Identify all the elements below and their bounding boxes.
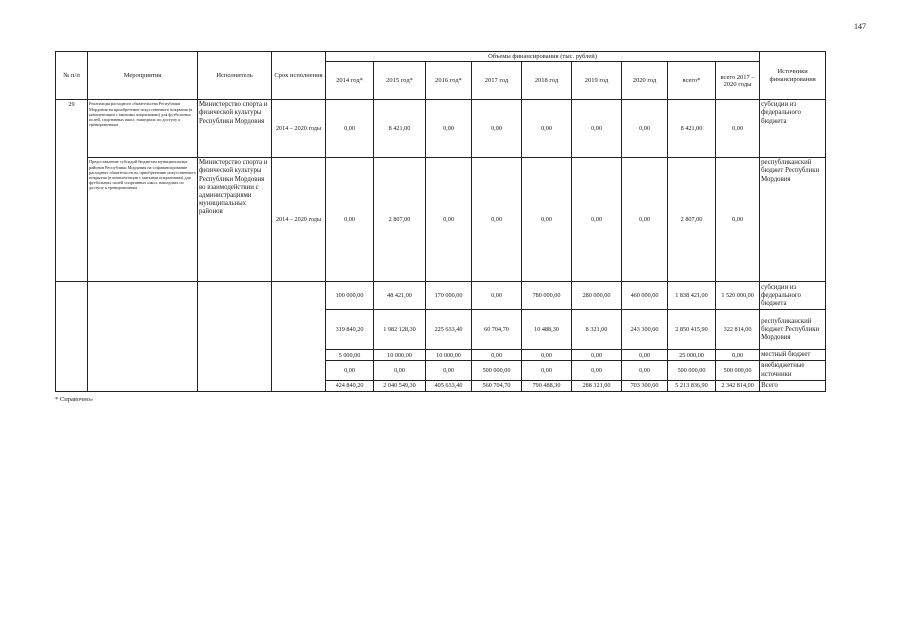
value-cell: 2 342 814,00 [716, 380, 760, 391]
table-row [56, 158, 826, 282]
value-cell: 225 633,40 [426, 310, 472, 350]
value-cell: 0,00 [572, 100, 622, 158]
value-cell: 0,00 [326, 361, 374, 380]
value-cell: 5 213 836,90 [668, 380, 716, 391]
value-cell: 5 000,00 [326, 350, 374, 361]
value-cell: 424 840,20 [326, 380, 374, 391]
source-text: субсидии из федерального бюджета [760, 100, 826, 158]
value-cell: 500 000,00 [472, 361, 522, 380]
value-cell: 288 321,00 [572, 380, 622, 391]
value-cell: 0,00 [326, 100, 374, 158]
year-header: 2020 год [622, 62, 668, 100]
value-cell: 243 300,00 [622, 310, 668, 350]
value-cell: 0,00 [716, 100, 760, 158]
event-text: Реализация расходного обязательства Республики Мордовия на приобретение искусственного покрытия (в комплектации с мягкими покрытиями) для футбольных полей, спортивных школ, нашедших по доступу к тренировочным [88, 100, 198, 158]
year-header: 2018 год [522, 62, 572, 100]
value-cell: 2 807,00 [374, 158, 426, 282]
col-executor-header: Исполнитель [198, 52, 272, 100]
value-cell: 780 000,00 [522, 282, 572, 310]
value-cell: 48 421,00 [374, 282, 426, 310]
value-cell: 0,00 [522, 158, 572, 282]
source-text: республиканский бюджет Республики Мордовия [760, 158, 826, 282]
col-term-header: Срок исполнения [272, 52, 326, 100]
total-2017-2020-header: всего 2017 – 2020 годы [716, 62, 760, 100]
value-cell: 1 520 000,00 [716, 282, 760, 310]
value-cell: 0,00 [522, 100, 572, 158]
funding-table [55, 51, 826, 392]
value-cell: 703 300,00 [622, 380, 668, 391]
footnote: * Справочно» [55, 396, 94, 403]
value-cell: 170 000,00 [426, 282, 472, 310]
total-header: всего* [668, 62, 716, 100]
value-cell: 8 421,00 [668, 100, 716, 158]
executor-text: Министерство спорта и физической культуры Республики Мордовия [198, 100, 272, 158]
page-number: 147 [854, 22, 866, 31]
year-header: 2016 год* [426, 62, 472, 100]
source-text: республиканский бюджет Республики Мордовия [760, 310, 826, 350]
executor-text: Министерство спорта и физической культуры Республики Мордовия во взаимодействии с администрациями муниципальных районов [198, 158, 272, 282]
empty-cell [56, 282, 88, 391]
value-cell: 0,00 [572, 158, 622, 282]
total-row [56, 282, 826, 310]
value-cell: 60 704,70 [472, 310, 522, 350]
year-header: 2017 год [472, 62, 522, 100]
value-cell: 0,00 [522, 361, 572, 380]
value-cell: 460 000,00 [622, 282, 668, 310]
value-cell: 790 488,30 [522, 380, 572, 391]
value-cell: 8 421,00 [374, 100, 426, 158]
value-cell: 500 000,00 [716, 361, 760, 380]
value-cell: 322 814,00 [716, 310, 760, 350]
value-cell: 2 850 415,90 [668, 310, 716, 350]
col-sources-header: Источники финансирования [760, 52, 826, 100]
value-cell: 0,00 [472, 100, 522, 158]
value-cell: 319 840,20 [326, 310, 374, 350]
source-text: субсидии из федерального бюджета [760, 282, 826, 310]
value-cell: 0,00 [622, 350, 668, 361]
value-cell: 2 040 549,30 [374, 380, 426, 391]
value-cell: 0,00 [426, 361, 472, 380]
value-cell: 0,00 [374, 361, 426, 380]
value-cell: 0,00 [716, 158, 760, 282]
value-cell: 1 982 128,30 [374, 310, 426, 350]
source-text: внебюджетные источники [760, 361, 826, 380]
value-cell: 0,00 [326, 158, 374, 282]
value-cell: 560 704,70 [472, 380, 522, 391]
value-cell: 0,00 [426, 158, 472, 282]
value-cell: 405 633,40 [426, 380, 472, 391]
value-cell: 10 000,00 [426, 350, 472, 361]
value-cell: 0,00 [716, 350, 760, 361]
year-header: 2014 год* [326, 62, 374, 100]
value-cell: 0,00 [472, 158, 522, 282]
value-cell: 2 807,00 [668, 158, 716, 282]
value-cell: 0,00 [622, 361, 668, 380]
value-cell: 280 000,00 [572, 282, 622, 310]
table-row [56, 100, 826, 158]
col-num-header: № п/п [56, 52, 88, 100]
year-header: 2019 год [572, 62, 622, 100]
empty-cell [198, 282, 272, 391]
value-cell: 10 488,30 [522, 310, 572, 350]
year-header: 2015 год* [374, 62, 426, 100]
row-number: 29 [56, 100, 88, 282]
source-text: Всего [760, 380, 826, 391]
empty-cell [272, 282, 326, 391]
value-cell: 500 000,00 [668, 361, 716, 380]
value-cell: 0,00 [622, 158, 668, 282]
value-cell: 100 000,00 [326, 282, 374, 310]
term-text: 2014 – 2020 годы [272, 158, 326, 282]
value-cell: 0,00 [522, 350, 572, 361]
value-cell: 10 000,00 [374, 350, 426, 361]
value-cell: 0,00 [572, 350, 622, 361]
term-text: 2014 – 2020 годы [272, 100, 326, 158]
source-text: местный бюджет [760, 350, 826, 361]
value-cell: 0,00 [472, 350, 522, 361]
value-cell: 0,00 [622, 100, 668, 158]
value-cell: 0,00 [472, 282, 522, 310]
col-event-header: Мероприятия [88, 52, 198, 100]
value-cell: 8 321,00 [572, 310, 622, 350]
event-text: Предоставление субсидий бюджетам муниципальных районов Республики Мордовия на софинансирование расходных обязательств по приобретению искусственного покрытия (в комплектации с мягкими покрытиями) для футбольных полей спортивных школ, нашедших по доступу к тренировочным [88, 158, 198, 282]
value-cell: 1 838 421,00 [668, 282, 716, 310]
value-cell: 25 000,00 [668, 350, 716, 361]
value-cell: 0,00 [426, 100, 472, 158]
empty-cell [88, 282, 198, 391]
funding-volumes-header: Объемы финансирования (тыс. рублей) [326, 52, 760, 62]
header-row-1 [56, 52, 826, 62]
value-cell: 0,00 [572, 361, 622, 380]
